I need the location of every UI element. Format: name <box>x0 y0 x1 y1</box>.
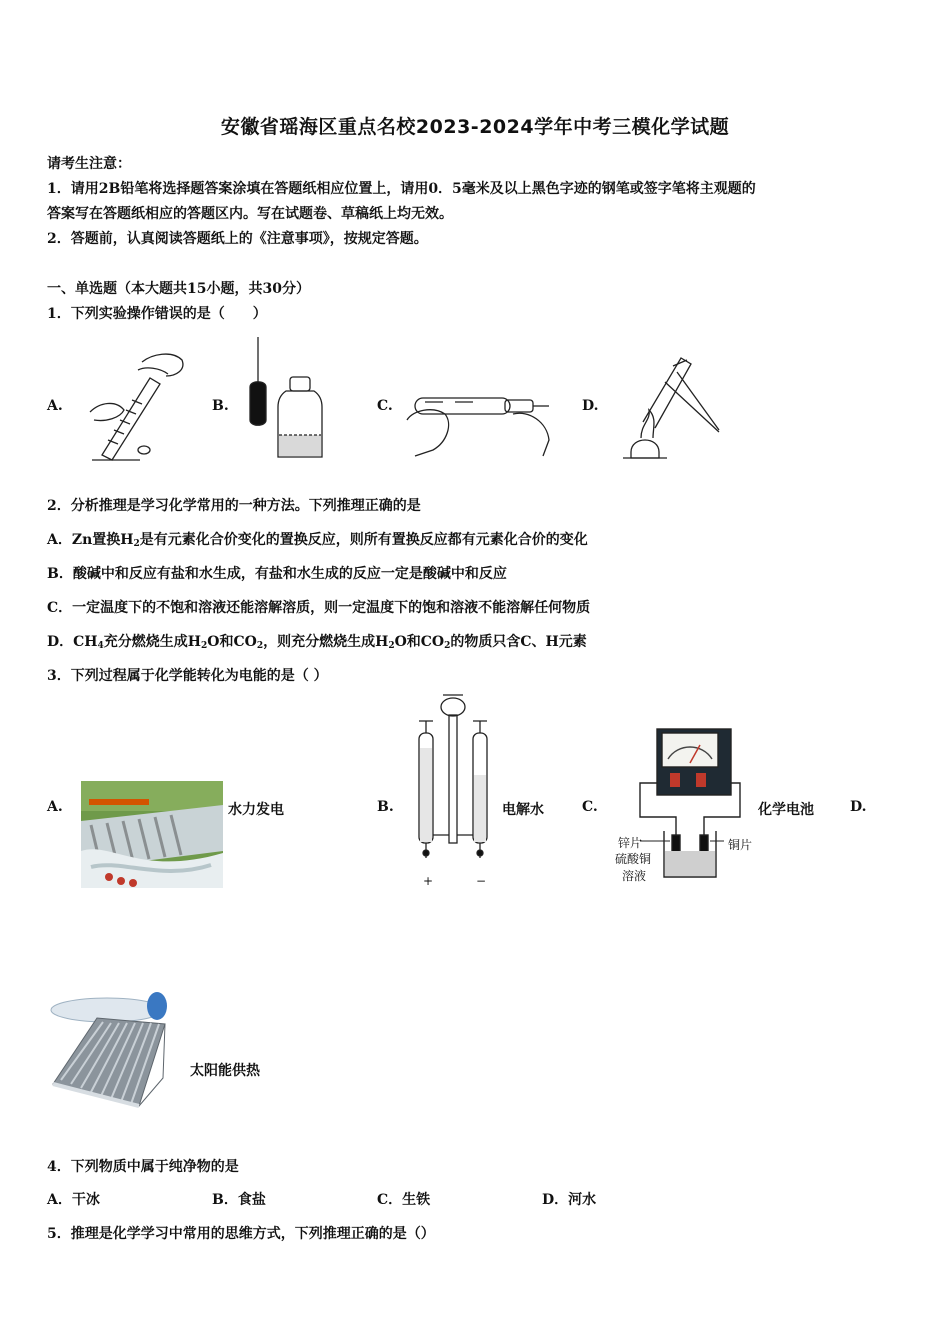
q2-option-d: D．$CH_4$充分燃烧生成$H_2O$和$CO_2$，则充分燃烧生成$H_2O$和$CO_2$的物质只含C、H元素 <box>47 634 587 651</box>
q2-stem: 2．分析推理是学习化学常用的一种方法。下列推理正确的是 <box>47 498 421 514</box>
q4-option-c: C．生铁 <box>377 1192 431 1208</box>
q5-stem: 5．推理是化学学习中常用的思维方式，下列推理正确的是（） <box>47 1226 435 1242</box>
page-title: 安徽省瑶海区重点名校2023-2024学年中考三模化学试题 <box>220 116 730 138</box>
cylinder-reading-figure <box>80 340 190 465</box>
q3-option-b-label: B. <box>377 799 394 815</box>
copper-sulfate-label: 硫酸铜 <box>615 852 652 866</box>
solution-label: 溶液 <box>622 869 647 883</box>
q3-option-a-text: 水力发电 <box>228 802 284 818</box>
q1-option-a-label: A. <box>47 398 63 414</box>
q3-option-c-label: C. <box>582 799 598 815</box>
electrolysis-apparatus <box>405 693 500 868</box>
section-heading: 一、单选题（本大题共15小题，共30分） <box>47 281 310 297</box>
q1-option-d-label: D. <box>582 398 599 414</box>
q4-option-d: D．河水 <box>542 1192 597 1208</box>
test-tube-stopper-figure <box>403 380 553 460</box>
dropper-bottle-figure <box>238 335 328 465</box>
notice-line-2: 答案写在答题纸相应的答题区内。写在试题卷、草稿纸上均无效。 <box>47 206 453 222</box>
q3-option-a-label: A. <box>47 799 63 815</box>
q2-option-b: B．酸碱中和反应有盐和水生成，有盐和水生成的反应一定是酸碱中和反应 <box>47 566 507 582</box>
q2-option-a: A．Zn置换$H_2$是有元素化合价变化的置换反应，则所有置换反应都有元素化合价的变化 <box>47 532 588 549</box>
cathode-minus-sign: − <box>476 874 487 888</box>
solar-water-heater-photo <box>47 988 172 1113</box>
zinc-plate-label: 锌片 <box>618 836 643 850</box>
heating-tube-figure <box>615 352 730 467</box>
q3-option-d-label: D. <box>850 799 867 815</box>
q3-option-c-text: 化学电池 <box>758 802 814 818</box>
notice-heading: 请考生注意： <box>47 156 131 172</box>
q2-option-c: C．一定温度下的不饱和溶液还能溶解溶质，则一定温度下的饱和溶液不能溶解任何物质 <box>47 600 591 616</box>
notice-line-3: 2．答题前，认真阅读答题纸上的《注意事项》，按规定答题。 <box>47 231 428 247</box>
copper-plate-label: 铜片 <box>728 838 753 852</box>
q1-stem: 1．下列实验操作错误的是（ ） <box>47 306 267 322</box>
anode-plus-sign: + <box>423 874 434 888</box>
q3-stem: 3．下列过程属于化学能转化为电能的是（ ） <box>47 668 328 684</box>
q3-option-b-text: 电解水 <box>502 802 544 818</box>
q4-option-b: B．食盐 <box>212 1192 266 1208</box>
q3-option-d-text: 太阳能供热 <box>190 1063 260 1079</box>
q1-option-b-label: B. <box>212 398 229 414</box>
hydropower-photo <box>81 781 223 888</box>
q4-option-a: A．干冰 <box>47 1192 100 1208</box>
q1-option-c-label: C. <box>377 398 393 414</box>
q4-stem: 4．下列物质中属于纯净物的是 <box>47 1159 239 1175</box>
notice-line-1: 1．请用2B铅笔将选择题答案涂填在答题纸相应位置上，请用0．5毫米及以上黑色字迹的钢笔或签字笔将主观题的 <box>47 181 756 197</box>
